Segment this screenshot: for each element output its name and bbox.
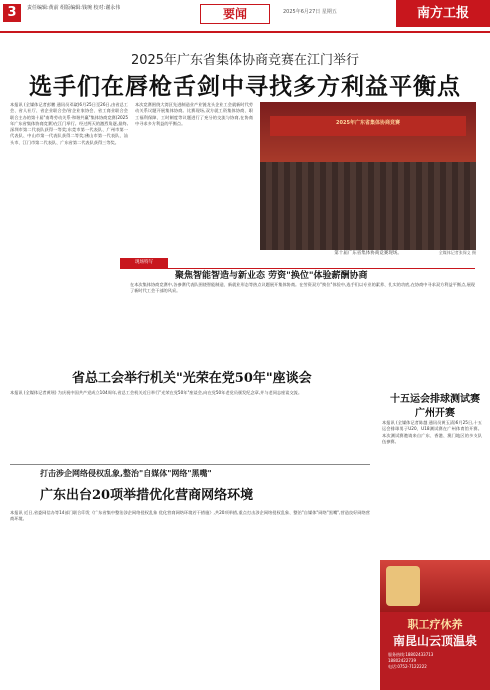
advert-block xyxy=(380,560,490,690)
ad-subtitle: 南昆山云顶温泉 xyxy=(392,634,477,648)
league-headline-2: 广州开赛 xyxy=(415,408,455,419)
symposium-headline: 省总工会举行机关"光荣在党50年"座谈会 xyxy=(72,371,312,386)
campaign-body: 本报讯 近日,省委网信办等14部门联合印发《广东省集中整治涉企网络侵权乱象 优化营商网络环境若干措施》,共20项举措,重点打击涉企网络侵权乱象、整治"自媒体"网络"黑嘴",营造良好网络营商环境。 xyxy=(10,510,370,522)
league-body: 本报讯 (全媒体记者陈越 通讯员黄玉清)6月25日,十五运会排球男子U20、U18测试赛在广州体育馆开赛。本次测试赛邀请来自广东、香港、澳门地区的多支队伍参赛。 xyxy=(382,420,482,444)
lead-photo xyxy=(260,102,476,250)
stage-banner xyxy=(270,116,466,136)
ad-banner-image xyxy=(380,560,490,612)
feature-body: 在本次集体协商竞赛中,各参赛代表队围绕智能制造、新就业形态等热点议题展开集体协商。在劳资双方"换位"体验中,选手们以专业的素养、扎实的功底,在协商中寻求双方利益平衡点,展现了新时代工会干部的风采。 xyxy=(130,282,475,294)
editor-credits: 责任编辑:黄前 组版编辑:钱琬 校对:谢永伟 xyxy=(27,5,121,11)
section-label: 要闻 xyxy=(200,4,270,24)
issue-date: 2025年6月27日 星期五 xyxy=(283,9,337,15)
stage-banner-text: 2025年广东省集体协商竞赛 xyxy=(336,120,400,126)
lead-body-col1: 本报讯 (全媒体记者彭鹏 通讯员邓崴)6月25日至26日,由省总工会、省人社厅、省企业联合会/省企业家协会、省工商业联合会联合主办的第十届"南粤劳动关系·和谐共赢"集体协商竞赛(2025年广东省集体协商竞赛)在江门举行。经过两天的激烈角逐,最终,深圳市第二代表队获得一等奖;东莞市第一代表队、广州市第一代表队、中山市第一代表队获得二等奖;佛山市第一代表队、汕头市、江门市第二代表队、广东省第二代表队获得三等奖。 xyxy=(10,102,128,145)
lead-kicker: 2025年广东省集体协商竞赛在江门举行 xyxy=(130,53,360,68)
page-number-badge: 3 xyxy=(3,4,21,22)
ad-building-icon xyxy=(386,566,420,606)
header-rule xyxy=(0,31,490,33)
ad-line-2: 18802422739 xyxy=(388,658,416,663)
photo-credit: 全媒体记者张保义 摄 xyxy=(438,250,476,255)
lead-headline: 选手们在唇枪舌剑中寻找多方利益平衡点 xyxy=(29,73,461,100)
newspaper-logo: 南方工报 xyxy=(396,0,490,27)
feature-headline: 聚焦智能智造与新业态 劳资"换位"体验薪酬协商 xyxy=(175,271,368,281)
photo-caption: 第十届广东省集体协商竞赛现场。 xyxy=(334,251,402,256)
audience-rows xyxy=(260,162,476,250)
lead-body-col2: 本次竞赛围绕大湾区先进制造业产业链龙头企业工会就新时代劳动关系议题开展集体协商。比赛现场,双方就工资集体协商、职工福利保障、工时制度等议题进行了充分的交流与协商,在协商中寻求多方利益的平衡点。 xyxy=(135,102,253,126)
ad-line-3: 电话:0752-7122222 xyxy=(388,664,427,669)
campaign-headline: 广东出台20项举措优化营商网络环境 xyxy=(40,488,254,503)
ad-line-1: 服务热线:18802433713 xyxy=(388,652,434,657)
campaign-rule xyxy=(10,464,370,465)
campaign-subheadline: 打击涉企网络侵权乱象,整治"自媒体"网络"黑嘴" xyxy=(40,469,212,478)
stage-backdrop xyxy=(260,102,476,162)
symposium-body: 本报讯 (全媒体记者黄瑶) 为庆祝中国共产党成立104周年,省总工会机关近日举行"光荣在党50年"座谈会,向在党50年老党员颁发纪念章,并与老同志座谈交流。 xyxy=(10,390,303,395)
ad-contact-lines xyxy=(388,652,482,670)
league-headline-1: 十五运会排球测试赛 xyxy=(390,394,480,405)
feature-tag: 现场特写 xyxy=(120,258,168,268)
ad-title: 职工疗休养 xyxy=(407,618,463,631)
